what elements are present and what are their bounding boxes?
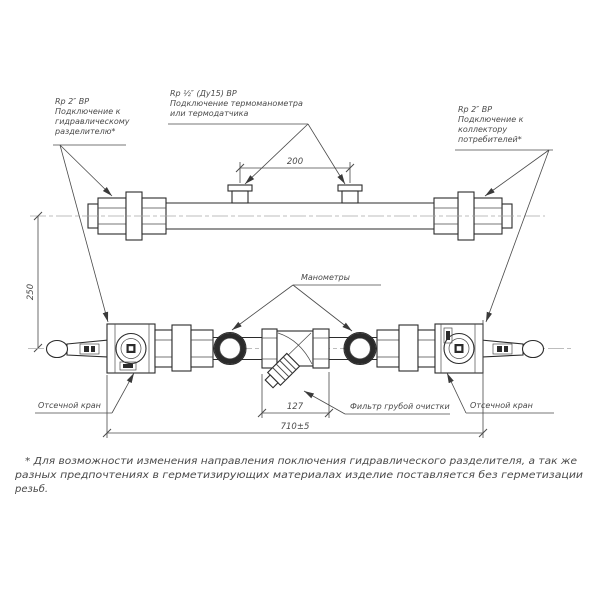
label-line: или термодатчика (170, 109, 249, 118)
label-shutoff-right (447, 373, 554, 413)
label-manometers (232, 273, 381, 331)
label-strainer (304, 391, 450, 414)
manometer-boss-right (344, 333, 376, 365)
footnote-line-3: резьб. (15, 484, 49, 495)
label-line: Rp 2″ ВР (55, 97, 90, 106)
label-line: Подключение к (458, 115, 524, 124)
label-line: Манометры (301, 273, 350, 282)
strainer (262, 329, 329, 390)
thermo-socket-right (338, 185, 362, 203)
label-line: Подключение термоманометра (170, 99, 303, 108)
front-right-union (377, 325, 435, 371)
footnote-line-2: разных предпочтениях в герметизирующих материалах изделие поставляется без герметизации (15, 470, 536, 481)
valve-ball-knob-left (47, 341, 68, 358)
dim-250: 250 (26, 283, 36, 301)
thermo-socket-left (228, 185, 252, 203)
dim-710: 710±5 (280, 422, 310, 432)
label-line: потребителей* (458, 135, 522, 144)
dim-200: 200 (286, 157, 304, 167)
manometer-boss-left (214, 333, 246, 365)
label-line: Rp ½″ (Ду15) ВР (170, 89, 237, 98)
label-line: гидравлическому (55, 117, 130, 126)
footnote-line-1: * Для возможности изменения направления поключения гидравлического разделителя, а так же (25, 456, 577, 467)
shutoff-valve-left (47, 324, 156, 373)
label-line: Отсечной кран (38, 401, 101, 410)
dim-127: 127 (286, 402, 304, 412)
label-shutoff-left (35, 373, 134, 413)
label-line: Отсечной кран (470, 401, 533, 410)
shutoff-valve-right (435, 324, 544, 373)
label-line: разделителю* (55, 127, 116, 136)
top-view-assembly (30, 185, 545, 240)
label-line: Фильтр грубой очистки (350, 402, 450, 411)
front-left-union (155, 325, 213, 371)
label-line: Rp 2″ ВР (458, 105, 493, 114)
label-line: коллектору (458, 125, 508, 134)
front-view-assembly (28, 324, 572, 390)
label-thermo-port (168, 89, 345, 184)
valve-ball-knob-right (523, 341, 544, 358)
footnote (14, 456, 584, 495)
label-line: Подключение к (55, 107, 121, 116)
dimension-row-spacing (26, 212, 42, 352)
